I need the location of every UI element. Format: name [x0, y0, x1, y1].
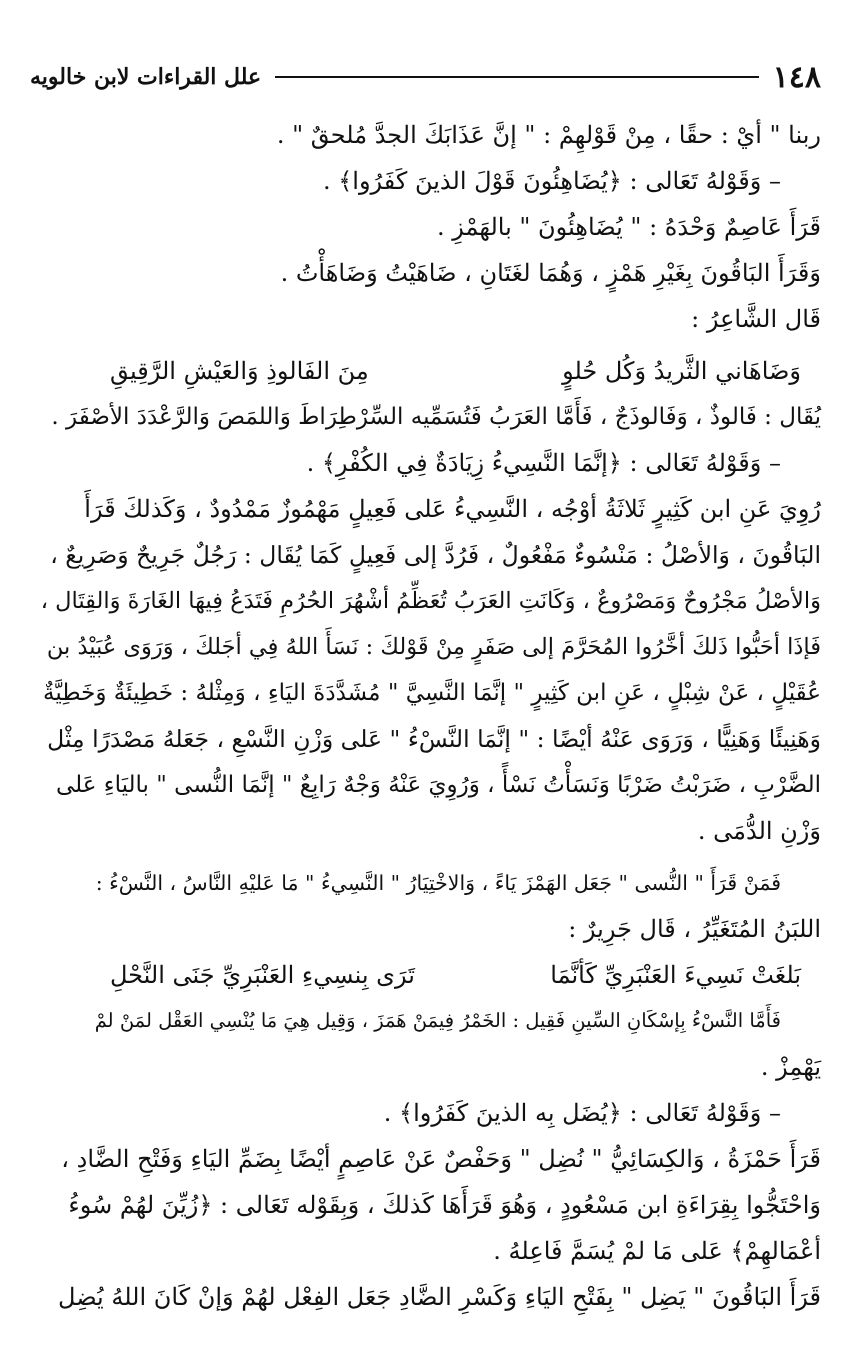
text-line: وَهَنِيئًا وَهَنِيًّا ، وَرَوَى عَنْهُ أيْضًا : " إنَّمَا النَّسْءُ " عَلى وَزْنِ النَّسْعِ ، جَعَلهُ مَصْدَرًا مِثْل [47, 725, 821, 753]
text-line: يَهْمِزْ . [760, 1053, 821, 1081]
text-line: وَقَرَأَ البَاقُونَ بِغَيْرِ هَمْزٍ ، وَهُمَا لغَتَانِ ، ضَاهَيْتُ وَضَاهَأْتُ . [280, 259, 821, 287]
verse-hemistich-right: بَلغَتْ نَسِيءَ العَنْبَرِيِّ كَأنَّمَا [550, 961, 801, 989]
page-body [40, 112, 821, 1320]
text-line: قَرَأَ حَمْزَةُ ، وَالكِسَائِيُّ " نُضِل " وَحَفْصٌ عَنْ عَاصِمٍ أيْضًا بِضَمِّ اليَاءِ وَفَتْحِ الضَّادِ ، [61, 1145, 821, 1173]
text-line: وَاحْتَجُّوا بِقِرَاءَةِ ابن مَسْعُودٍ ، وَهُوَ قَرَأَهَا كَذلكَ ، وَبِقَوْله تَعَالى : ﴿زُيِّنَ لهُمْ سُوءُ [68, 1191, 821, 1219]
text-line: رُوِيَ عَنِ ابن كَثِيرٍ ثَلاثَةُ أوْجُه ، النَّسِيءُ عَلى فَعِيلٍ مَهْمُوزٌ مَمْدُودٌ ، وَكَذلكَ قَرَأَ [84, 495, 821, 523]
header-rule [275, 76, 759, 78]
text-line: أعْمَالهِمْ﴾ عَلى مَا لمْ يُسَمَّ فَاعِلهُ . [493, 1237, 821, 1265]
text-line: عُقَيْلٍ ، عَنْ شِبْلٍ ، عَنِ ابن كَثِيرٍ " إنَّمَا النَّسِيَّ " مُشَدَّدَةَ اليَاءِ ، وَمِثْلهُ : خَطِيئَةٌ وَخَطِيَّةٌ [43, 680, 821, 706]
page-header [30, 52, 821, 102]
text-line: – وَقَوْلهُ تَعَالى : ﴿يُضَاهِئُونَ قَوْلَ الذينَ كَفَرُوا﴾ . [322, 167, 781, 195]
verse-hemistich-left: تَرَى بِنسِيءِ العَنْبَرِيِّ جَنَى النَّحْلِ [110, 961, 415, 989]
verse-hemistich-left: مِنَ الفَالوذِ وَالعَيْشِ الرَّقِيقِ [110, 357, 369, 385]
text-line: البَاقُونَ ، وَالأصْلُ : مَنْسُوءٌ مَفْعُولٌ ، فَرُدَّ إلى فَعِيلٍ كَمَا يُقَال : رَجُلٌ جَرِيحٌ وَصَرِيعٌ ، [50, 541, 821, 569]
verse-line [40, 348, 821, 394]
text-line: – وَقَوْلهُ تَعَالى : ﴿يُضَل بِه الذينَ كَفَرُوا﴾ . [383, 1099, 781, 1127]
verse-line [40, 952, 821, 998]
page-number: ١٤٨ [772, 59, 821, 95]
text-line: قَرَأَ البَاقُونَ " يَضِل " بِفَتْحِ اليَاءِ وَكَسْرِ الضَّادِ جَعَل الفِعْل لهُمْ وَإنْ كَانَ اللهُ يُضِل [58, 1283, 821, 1311]
text-line: قَال الشَّاعِرُ : [691, 305, 821, 333]
text-line: فَإذَا أحَبُّوا ذَلكَ أخَّرُوا المُحَرَّمَ إلى صَفَرٍ مِنْ قَوْلكَ : نَسَأَ اللهُ فِي أجَلكَ ، وَرَوَى عُبَيْدُ بن [46, 634, 821, 660]
text-line: وَالأصْلُ مَجْرُوحٌ وَمَصْرُوعٌ ، وَكَانَتِ العَرَبُ تُعَظِّمُ أشْهُرَ الحُرُمِ فَتَدَعُ فِيهَا الغَارَةَ وَالقِتَال ، [40, 588, 821, 614]
text-line: – وَقَوْلهُ تَعَالى : ﴿إنَّمَا النَّسِيءُ زِيَادَةٌ فِي الكُفْرِ﴾ . [306, 449, 781, 477]
running-title: علل القراءات لابن خالويه [30, 64, 262, 90]
text-line: قَرَأَ عَاصِمٌ وَحْدَهُ : " يُضَاهِئُونَ " بالهَمْزِ . [437, 213, 821, 241]
text-line: الضَّرْبِ ، ضَرَبْتُ ضَرْبًا وَنَسَأْتُ نَسْأً ، وَرُوِيَ عَنْهُ وَجْهٌ رَابِعٌ " إنَّمَا النُّسى " باليَاءِ عَلى [55, 772, 821, 798]
verse-hemistich-right: وَضَاهَاني الثَّريدُ وَكُل حُلوٍ [562, 357, 801, 385]
text-line: وَزْنِ الدُّمَى . [697, 817, 821, 845]
text-line: ربنا " أيْ : حقًا ، مِنْ قَوْلهِمْ : " إنَّ عَذَابَكَ الجدَّ مُلحقٌ " . [276, 121, 821, 149]
text-line: اللبَنُ المُتَغَيِّرُ ، قَال جَرِيرٌ : [568, 915, 821, 943]
text-line: فَأَمَّا النَّسْءُ بِإسْكَانِ السِّينِ فَقِيل : الخَمْرُ فِيمَنْ هَمَزَ ، وَقِيل هِيَ مَا يُنْسِي العَقْل لمَنْ لمْ [94, 1009, 781, 1032]
text-line: يُقَال : فَالوذٌ ، وَفَالوذَجٌ ، فَأَمَّا العَرَبُ فَتُسَمِّيه السِّرْطِرَاطَ وَاللمَصَ وَالرَّعْدَدَ الأصْفَرَ . [51, 404, 821, 430]
text-line: فَمَنْ قَرَأَ " النُّسى " جَعَل الهَمْزَ يَاءً ، وَالاخْتِيَارُ " النَّسِيءُ " مَا عَليْهِ النَّاسُ ، النَّسْءُ : [95, 871, 781, 895]
